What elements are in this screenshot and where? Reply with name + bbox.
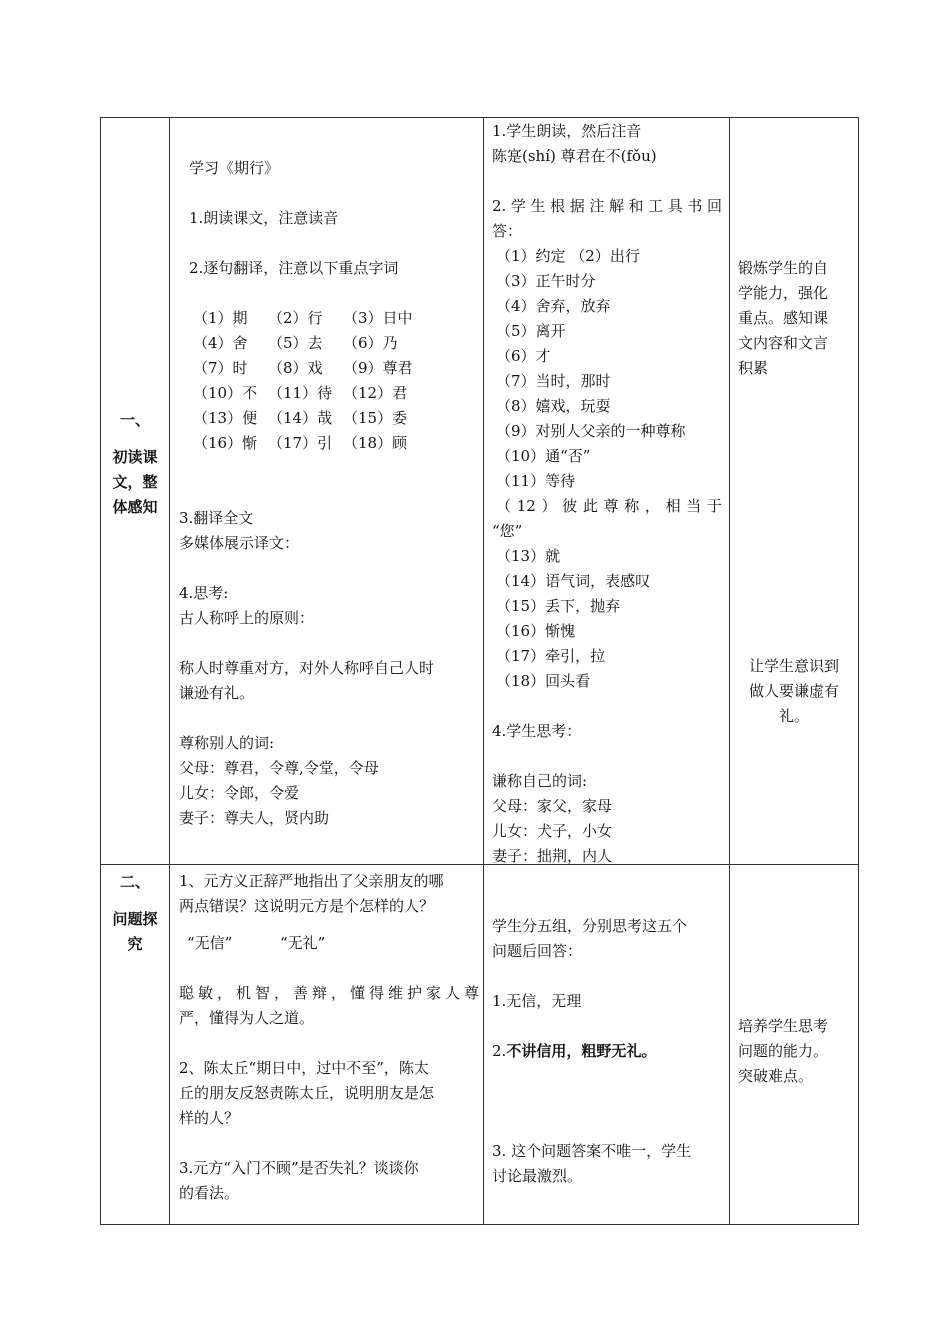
principle-line: 称人时尊重对方，对外人称呼自己人时 <box>179 659 435 677</box>
vocab-item: （14）哉 <box>268 409 333 427</box>
step-full-translation-note: 多媒体展示译文： <box>179 534 300 552</box>
stage-1-label <box>101 408 169 520</box>
answer-3: 3. 这个问题答案不唯一，学生 <box>492 1142 692 1160</box>
purpose-line: 锻炼学生的自 <box>738 259 829 277</box>
group-instruction: 学生分五组，分别思考这五个 <box>492 917 688 935</box>
vocab-row <box>193 306 479 331</box>
answer-item: （14）语气词，表感叹 <box>496 572 651 590</box>
answer-item: （8）嬉戏，玩耍 <box>496 397 611 415</box>
vocab-item: （2）行 <box>268 309 323 327</box>
answer-item: （3）正午时分 <box>496 272 596 290</box>
answer-1: 1.无信，无理 <box>492 992 582 1010</box>
vocab-item: （13）便 <box>193 409 258 427</box>
vocab-item: （7）时 <box>193 359 248 377</box>
stage-name-line: 问题探 <box>112 910 158 928</box>
answer-item: （18）回头看 <box>496 672 591 690</box>
stage-number: 一、 <box>119 411 150 429</box>
vocab-item: （17）引 <box>268 434 333 452</box>
vocab-item: （15）委 <box>343 409 408 427</box>
purpose-line: 做人要谦虚有 <box>748 682 839 700</box>
answer-item: （4）舍弃，放弃 <box>496 297 611 315</box>
column-divider-1 <box>169 118 170 1224</box>
question-1-cont: 两点错误？这说明元方是个怎样的人？ <box>179 897 435 915</box>
vocab-item: （1）期 <box>193 309 248 327</box>
answer-item: （17）牵引，拉 <box>496 647 606 665</box>
vocab-item: （4）舍 <box>193 334 248 352</box>
answer-3-cont: 讨论最激烈。 <box>492 1167 583 1185</box>
question-1-answer-cont: 严，懂得为人之道。 <box>179 1009 315 1027</box>
answer-item: （1）约定 （2）出行 <box>496 247 640 265</box>
design-purpose-3 <box>738 1014 853 1089</box>
purpose-line: 突破难点。 <box>738 1067 814 1085</box>
purpose-line: 礼。 <box>778 707 809 725</box>
question-3: 3.元方“入门不顾”是否失礼？谈谈你 <box>179 1159 419 1177</box>
answer-2 <box>492 1039 722 1064</box>
vocab-row <box>193 381 479 406</box>
teacher-activity-1 <box>179 156 479 831</box>
honorific-item: 父母：尊君，令尊,令堂，令母 <box>179 759 379 777</box>
student-read-step: 1.学生朗读，然后注音 <box>492 122 642 140</box>
vocab-row <box>193 431 479 456</box>
question-3-cont: 的看法。 <box>179 1184 240 1202</box>
vocab-item: （3）日中 <box>343 309 413 327</box>
purpose-line: 重点。感知课 <box>738 309 829 327</box>
answer-item: （10）通“否” <box>496 447 591 465</box>
vocab-row <box>193 331 479 356</box>
student-answer-step: 2.学生根据注解和工具书回 <box>492 197 722 215</box>
answer-2-number: 2. <box>492 1042 507 1060</box>
answer-item: “您” <box>492 522 523 540</box>
vocab-row <box>193 406 479 431</box>
question-2-cont: 样的人？ <box>179 1109 240 1127</box>
student-activity-1 <box>492 119 722 869</box>
step-think-note: 古人称呼上的原则： <box>179 609 315 627</box>
stage-name-line: 初读课 <box>112 448 158 466</box>
group-instruction-cont: 问题后回答： <box>492 942 583 960</box>
vocab-item: （9）尊君 <box>343 359 413 377</box>
lesson-plan-table <box>100 117 859 1225</box>
question-2: 2、陈太丘“期日中，过中不至”，陈太 <box>179 1059 429 1077</box>
question-1-points: “无信” “无礼” <box>187 934 326 952</box>
column-divider-2 <box>483 118 484 1224</box>
question-1: 1、元方义正辞严地指出了父亲朋友的哪 <box>179 872 444 890</box>
vocab-item: （16）惭 <box>193 434 258 452</box>
stage-number: 二、 <box>119 873 150 891</box>
lesson-title: 学习《期行》 <box>189 159 280 177</box>
purpose-line: 让学生意识到 <box>748 657 839 675</box>
answer-list <box>492 244 722 694</box>
honorific-item: 儿女：令郎，令爱 <box>179 784 300 802</box>
stage-name-line: 体感知 <box>112 498 158 516</box>
purpose-line: 培养学生思考 <box>738 1017 829 1035</box>
answer-item: （9）对别人父亲的一种尊称 <box>496 422 686 440</box>
question-1-answer: 聪敏，机智，善辩，懂得维护家人尊 <box>179 984 479 1002</box>
answer-item: （11）等待 <box>496 472 576 490</box>
vocab-item: （8）戏 <box>268 359 323 377</box>
answer-item: （15）丢下，抛弃 <box>496 597 621 615</box>
humble-item: 父母：家父，家母 <box>492 797 613 815</box>
vocab-list <box>179 306 479 456</box>
purpose-line: 积累 <box>738 359 769 377</box>
stage-name-line: 文，整 <box>112 473 158 491</box>
honorific-item: 妻子：尊夫人，贤内助 <box>179 809 330 827</box>
vocab-item: （18）顾 <box>343 434 408 452</box>
answer-item: （12）彼此尊称，相当于 <box>496 497 722 515</box>
step-read-aloud: 1.朗读课文，注意读音 <box>189 209 339 227</box>
stage-2-label <box>101 870 169 957</box>
design-purpose-2 <box>731 654 857 729</box>
vocab-item: （10）不 <box>193 384 258 402</box>
humble-item: 儿女：犬子，小女 <box>492 822 613 840</box>
vocab-item: （11）待 <box>268 384 333 402</box>
humble-heading: 谦称自己的词: <box>492 772 588 790</box>
design-purpose-1 <box>738 256 853 381</box>
answer-item: （5）离开 <box>496 322 566 340</box>
principle-line: 谦逊有礼。 <box>179 684 255 702</box>
answer-item: （6）才 <box>496 347 551 365</box>
row-divider <box>101 864 858 865</box>
humble-item: 妻子：拙荆，内人 <box>492 847 613 865</box>
step-translate: 2.逐句翻译，注意以下重点字词 <box>189 259 399 277</box>
answer-item: （16）惭愧 <box>496 622 576 640</box>
step-full-translation: 3.翻译全文 <box>179 509 254 527</box>
question-2-cont: 丘的朋友反怒责陈太丘，说明朋友是怎 <box>179 1084 435 1102</box>
student-answer-step-cont: 答： <box>492 222 523 240</box>
answer-item: （7）当时，那时 <box>496 372 611 390</box>
purpose-line: 学能力，强化 <box>738 284 829 302</box>
pronunciation-note: 陈寔(shí) 尊君在不(fǒu) <box>492 147 657 165</box>
answer-item: （13）就 <box>496 547 561 565</box>
purpose-line: 文内容和文言 <box>738 334 829 352</box>
column-divider-3 <box>729 118 730 1224</box>
answer-2-text: 不讲信用，粗野无礼。 <box>506 1042 657 1060</box>
teacher-activity-2 <box>179 869 479 1206</box>
honorific-heading: 尊称别人的词: <box>179 734 275 752</box>
vocab-item: （12）君 <box>343 384 408 402</box>
student-activity-2 <box>492 914 722 1189</box>
stage-name-line: 究 <box>127 935 143 953</box>
student-think-step: 4.学生思考： <box>492 722 582 740</box>
vocab-item: （6）乃 <box>343 334 398 352</box>
vocab-row <box>193 356 479 381</box>
purpose-line: 问题的能力。 <box>738 1042 829 1060</box>
step-think: 4.思考: <box>179 584 229 602</box>
vocab-item: （5）去 <box>268 334 323 352</box>
